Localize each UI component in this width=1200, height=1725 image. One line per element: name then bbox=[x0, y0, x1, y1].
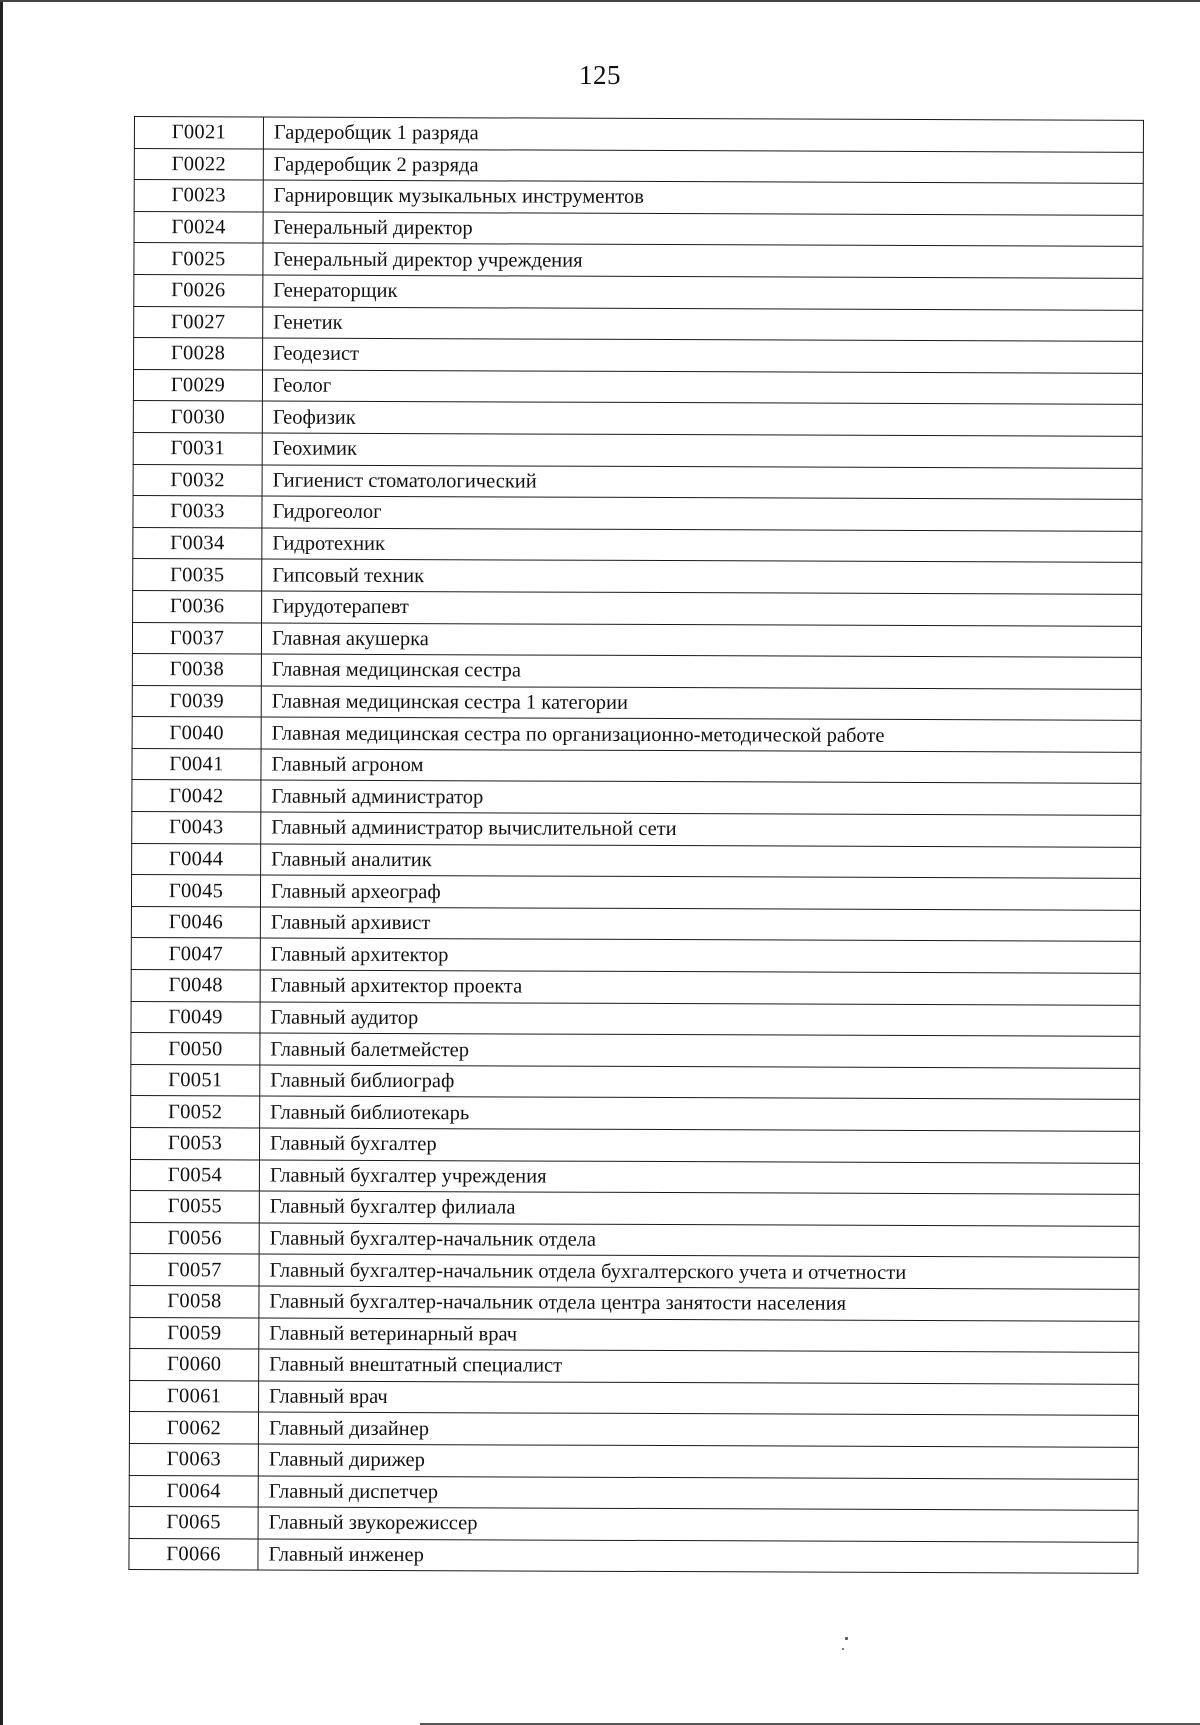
occupation-name: Гардеробщик 1 разряда bbox=[263, 117, 1143, 152]
occupation-code: Г0056 bbox=[130, 1222, 259, 1254]
occupation-name: Главная медицинская сестра bbox=[261, 654, 1141, 689]
occupation-name: Главный дирижер bbox=[258, 1444, 1138, 1479]
occupation-code: Г0063 bbox=[129, 1443, 258, 1475]
occupation-name: Главный архитектор bbox=[260, 938, 1140, 973]
table-row bbox=[131, 1096, 1140, 1131]
table-row bbox=[133, 432, 1142, 467]
occupation-code: Г0050 bbox=[131, 1033, 260, 1065]
table-row bbox=[130, 1380, 1139, 1415]
table-row bbox=[132, 843, 1141, 878]
occupation-code: Г0024 bbox=[134, 211, 263, 243]
occupation-code: Г0022 bbox=[134, 148, 263, 180]
occupation-code: Г0044 bbox=[132, 843, 261, 875]
table-row bbox=[129, 1475, 1138, 1510]
table-row bbox=[134, 243, 1143, 278]
occupation-code: Г0043 bbox=[132, 812, 261, 844]
page-number: 125 bbox=[579, 60, 621, 90]
table-row bbox=[129, 1412, 1138, 1447]
occupation-name: Главный агроном bbox=[261, 749, 1141, 784]
occupation-code: Г0065 bbox=[129, 1507, 258, 1539]
occupation-name: Главный библиотекарь bbox=[260, 1096, 1140, 1131]
occupation-name: Геофизик bbox=[262, 401, 1142, 436]
occupation-name: Главный администратор bbox=[261, 780, 1141, 815]
occupation-name: Генераторщик bbox=[263, 275, 1143, 310]
occupation-table-wrapper bbox=[128, 116, 1144, 1574]
occupation-name: Генеральный директор bbox=[263, 212, 1143, 247]
table-row bbox=[133, 369, 1142, 404]
occupation-code: Г0039 bbox=[132, 685, 261, 717]
occupation-table-body bbox=[129, 117, 1144, 1574]
occupation-code: Г0033 bbox=[133, 496, 262, 528]
table-row bbox=[130, 1349, 1139, 1384]
occupation-name: Гидрогеолог bbox=[262, 496, 1142, 531]
table-row bbox=[129, 1443, 1138, 1478]
occupation-code: Г0045 bbox=[131, 875, 260, 907]
occupation-name: Главный внештатный специалист bbox=[259, 1349, 1139, 1384]
occupation-code: Г0057 bbox=[130, 1254, 259, 1286]
occupation-name: Геодезист bbox=[263, 338, 1143, 373]
occupation-code: Г0059 bbox=[130, 1317, 259, 1349]
table-row bbox=[132, 654, 1141, 689]
table-row bbox=[131, 938, 1140, 973]
occupation-code: Г0035 bbox=[133, 559, 262, 591]
occupation-name: Главный бухгалтер-начальник отдела центра занятости населения bbox=[259, 1286, 1139, 1321]
occupation-name: Главный ветеринарный врач bbox=[259, 1318, 1139, 1353]
occupation-code: Г0064 bbox=[129, 1475, 258, 1507]
occupation-code: Г0036 bbox=[133, 590, 262, 622]
occupation-code: Г0049 bbox=[131, 1001, 260, 1033]
occupation-code: Г0060 bbox=[130, 1349, 259, 1381]
occupation-name: Главный археограф bbox=[260, 875, 1140, 910]
occupation-name: Гирудотерапевт bbox=[262, 591, 1142, 626]
occupation-code: Г0051 bbox=[131, 1064, 260, 1096]
occupation-name: Главный бухгалтер bbox=[259, 1128, 1139, 1163]
occupation-name: Главный бухгалтер-начальник отдела bbox=[259, 1223, 1139, 1258]
table-row bbox=[129, 1538, 1138, 1573]
occupation-name: Главный инженер bbox=[258, 1539, 1138, 1574]
table-row bbox=[130, 1191, 1139, 1226]
occupation-code: Г0030 bbox=[133, 401, 262, 433]
occupation-code: Г0032 bbox=[133, 464, 262, 496]
occupation-code: Г0034 bbox=[133, 527, 262, 559]
occupation-name: Главный врач bbox=[259, 1381, 1139, 1416]
occupation-code: Г0025 bbox=[134, 243, 263, 275]
table-row bbox=[130, 1127, 1139, 1162]
occupation-name: Главный аналитик bbox=[261, 844, 1141, 879]
occupation-code: Г0040 bbox=[132, 717, 261, 749]
scan-edge-top bbox=[0, 0, 1200, 2]
occupation-name: Главный аудитор bbox=[260, 1002, 1140, 1037]
table-row bbox=[134, 117, 1143, 152]
occupation-name: Главный бухгалтер филиала bbox=[259, 1191, 1139, 1226]
table-row bbox=[131, 970, 1140, 1005]
occupation-name: Главная акушерка bbox=[261, 622, 1141, 657]
table-row bbox=[130, 1317, 1139, 1352]
occupation-name: Главный архитектор проекта bbox=[260, 970, 1140, 1005]
table-row bbox=[130, 1285, 1139, 1320]
occupation-code: Г0027 bbox=[134, 306, 263, 338]
table-row bbox=[134, 274, 1143, 309]
occupation-code: Г0053 bbox=[130, 1127, 259, 1159]
occupation-code: Г0058 bbox=[130, 1285, 259, 1317]
occupation-name: Главный диспетчер bbox=[258, 1476, 1138, 1511]
occupation-code: Г0052 bbox=[131, 1096, 260, 1128]
table-row bbox=[133, 496, 1142, 531]
occupation-table bbox=[128, 116, 1144, 1574]
table-row bbox=[133, 464, 1142, 499]
occupation-name: Гипсовый техник bbox=[262, 559, 1142, 594]
table-row bbox=[133, 559, 1142, 594]
occupation-name: Главный архивист bbox=[260, 907, 1140, 942]
occupation-name: Главная медицинская сестра по организационно-методической работе bbox=[261, 717, 1141, 752]
occupation-name: Генеральный директор учреждения bbox=[263, 243, 1143, 278]
occupation-code: Г0038 bbox=[132, 654, 261, 686]
table-row bbox=[129, 1507, 1138, 1542]
table-row bbox=[134, 306, 1143, 341]
table-row bbox=[131, 1001, 1140, 1036]
occupation-code: Г0062 bbox=[129, 1412, 258, 1444]
occupation-name: Главный библиограф bbox=[260, 1065, 1140, 1100]
occupation-code: Г0028 bbox=[134, 338, 263, 370]
occupation-name: Геолог bbox=[262, 370, 1142, 405]
occupation-name: Геохимик bbox=[262, 433, 1142, 468]
occupation-name: Главный бухгалтер учреждения bbox=[259, 1160, 1139, 1195]
table-row bbox=[130, 1222, 1139, 1257]
occupation-name: Гарнировщик музыкальных инструментов bbox=[263, 180, 1143, 215]
occupation-name: Генетик bbox=[263, 307, 1143, 342]
table-row bbox=[132, 748, 1141, 783]
occupation-name: Главный балетмейстер bbox=[260, 1033, 1140, 1068]
occupation-name: Главный звукорежиссер bbox=[258, 1507, 1138, 1542]
table-row bbox=[132, 780, 1141, 815]
occupation-name: Гардеробщик 2 разряда bbox=[263, 149, 1143, 184]
occupation-name: Гидротехник bbox=[262, 528, 1142, 563]
table-row bbox=[134, 338, 1143, 373]
table-row bbox=[134, 148, 1143, 183]
occupation-code: Г0031 bbox=[133, 432, 262, 464]
table-row bbox=[130, 1254, 1139, 1289]
table-row bbox=[132, 717, 1141, 752]
table-row bbox=[134, 211, 1143, 246]
occupation-code: Г0047 bbox=[131, 938, 260, 970]
table-row bbox=[133, 590, 1142, 625]
table-row bbox=[130, 1159, 1139, 1194]
occupation-code: Г0048 bbox=[131, 970, 260, 1002]
occupation-code: Г0021 bbox=[134, 117, 263, 149]
table-row bbox=[132, 812, 1141, 847]
occupation-name: Главный администратор вычислительной сети bbox=[261, 812, 1141, 847]
occupation-code: Г0066 bbox=[129, 1538, 258, 1570]
table-row bbox=[133, 401, 1142, 436]
table-row bbox=[133, 527, 1142, 562]
occupation-code: Г0023 bbox=[134, 180, 263, 212]
scan-edge-left bbox=[0, 0, 3, 1725]
occupation-code: Г0042 bbox=[132, 780, 261, 812]
occupation-code: Г0061 bbox=[130, 1380, 259, 1412]
occupation-name: Гигиенист стоматологический bbox=[262, 465, 1142, 500]
occupation-name: Главный бухгалтер-начальник отдела бухгалтерского учета и отчетности bbox=[259, 1254, 1139, 1289]
occupation-code: Г0046 bbox=[131, 906, 260, 938]
table-row bbox=[131, 1064, 1140, 1099]
table-row bbox=[131, 875, 1140, 910]
occupation-code: Г0055 bbox=[130, 1191, 259, 1223]
table-row bbox=[132, 622, 1141, 657]
scan-speck bbox=[845, 1637, 848, 1640]
occupation-name: Главный дизайнер bbox=[258, 1412, 1138, 1447]
occupation-name: Главная медицинская сестра 1 категории bbox=[261, 686, 1141, 721]
table-row bbox=[131, 1033, 1140, 1068]
occupation-code: Г0054 bbox=[130, 1159, 259, 1191]
table-row bbox=[134, 180, 1143, 215]
occupation-code: Г0041 bbox=[132, 748, 261, 780]
occupation-code: Г0037 bbox=[132, 622, 261, 654]
table-row bbox=[132, 685, 1141, 720]
table-row bbox=[131, 906, 1140, 941]
occupation-code: Г0026 bbox=[134, 274, 263, 306]
occupation-code: Г0029 bbox=[133, 369, 262, 401]
scan-speck bbox=[842, 1648, 844, 1650]
